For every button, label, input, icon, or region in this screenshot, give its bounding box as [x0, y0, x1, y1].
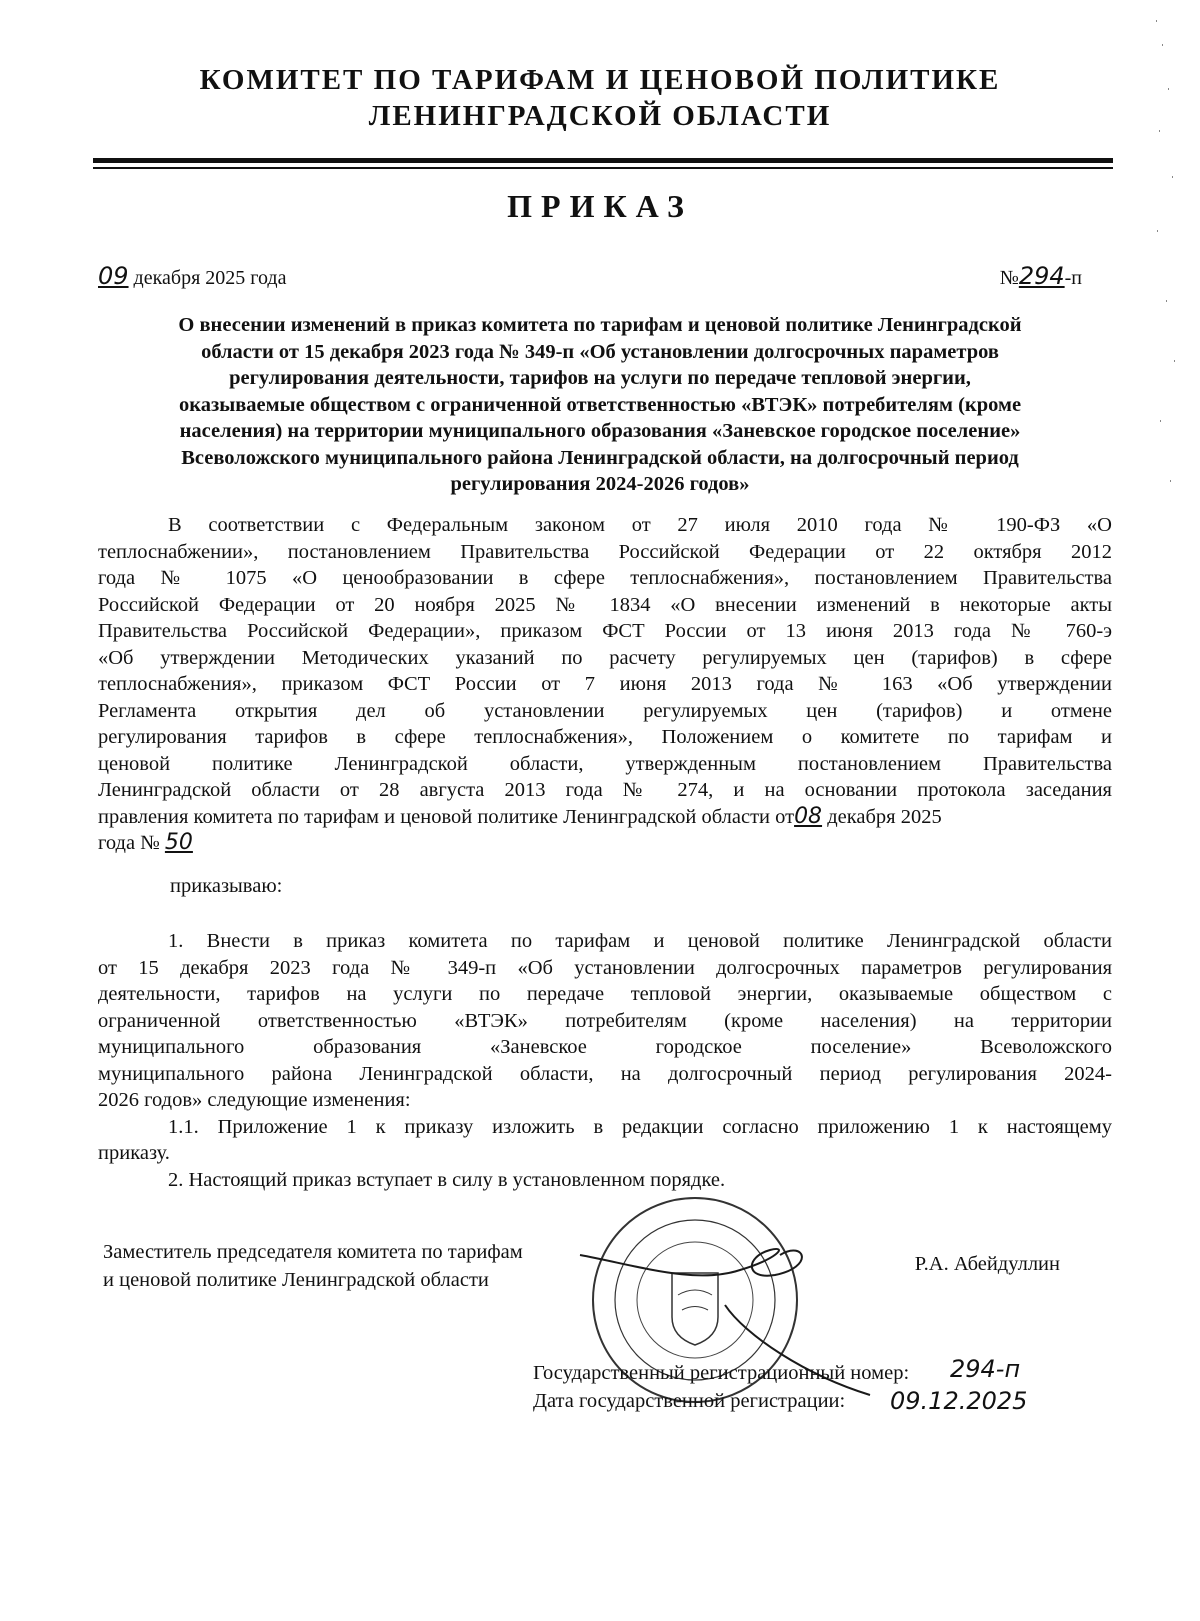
- item-1-1-last-line: приказу.: [98, 1142, 170, 1164]
- preamble-line: Ленинградской области от 28 августа 2013 года № 274, и на основании протокола заседания: [98, 779, 1112, 801]
- handwritten-registration-number: 294-п: [950, 1355, 1021, 1383]
- handwritten-order-number: 294: [1018, 262, 1065, 290]
- registration-block: [533, 1359, 909, 1415]
- order-word: приказываю:: [170, 875, 283, 897]
- registration-date-label: Дата государственной регистрации:: [533, 1390, 846, 1412]
- subject-line: населения) на территории муниципального образования «Заневское городское поселение»: [179, 420, 1021, 442]
- order-items: [98, 928, 1112, 1193]
- item-1-last-line: 2026 годов» следующие изменения:: [98, 1089, 411, 1111]
- item-1-line: 1. Внести в приказ комитета по тарифам и ценовой политике Ленинградской области: [168, 930, 1112, 952]
- document-type-title: ПРИКАЗ: [507, 188, 693, 224]
- header-line-2: ЛЕНИНГРАДСКОЙ ОБЛАСТИ: [368, 100, 832, 132]
- subject-line: О внесении изменений в приказ комитета по тарифам и ценовой политике Ленинградской: [178, 314, 1022, 336]
- preamble-line: Российской Федерации от 20 ноября 2025 № 1834 «О внесении изменений в некоторые акты: [98, 593, 1112, 616]
- number-suffix: -п: [1064, 267, 1082, 289]
- preamble-line: регулирования тарифов в сфере теплоснабжения», Положением о комитете по тарифам и: [98, 726, 1112, 748]
- handwritten-protocol-day: 08: [794, 803, 823, 829]
- item-1-1-line: 1.1. Приложение 1 к приказу изложить в редакции согласно приложению 1 к настоящему: [168, 1115, 1112, 1138]
- preamble-line-protocol-date: [98, 804, 1112, 831]
- preamble-line: Правительства Российской Федерации», приказом ФСТ России от 13 июня 2013 года № 760-э: [98, 620, 1112, 642]
- handwritten-registration-date: 09.12.2025: [890, 1387, 1028, 1415]
- handwritten-date-day: 09: [98, 262, 129, 290]
- item-1-line: ограниченной ответственностью «ВТЭК» потребителям (кроме населения) на территории: [98, 1009, 1112, 1032]
- subject-line: области от 15 декабря 2023 года № 349-п «Об установлении долгосрочных параметров: [201, 340, 999, 363]
- item-1-line: муниципального образования «Заневское городское поселение» Всеволожского: [98, 1036, 1112, 1058]
- preamble-line: теплоснабжения», приказом ФСТ России от 7 июня 2013 года № 163 «Об утверждении: [98, 673, 1112, 695]
- preamble-line: года № 1075 «О ценообразовании в сфере теплоснабжения», постановлением Правительства: [98, 567, 1112, 589]
- subject-line: регулирования деятельности, тарифов на услуги по передаче тепловой энергии,: [229, 367, 971, 389]
- header-rule-thin: [93, 167, 1113, 169]
- preamble-line: В соответствии с Федеральным законом от 27 июля 2010 года № 190-ФЗ «О: [168, 514, 1112, 536]
- registration-number-label: Государственный регистрационный номер:: [533, 1362, 910, 1384]
- item-1-line: муниципального района Ленинградской области, на долгосрочный период регулирования 2024-: [98, 1062, 1112, 1085]
- order-number: [1000, 262, 1082, 290]
- date-rest: декабря 2025 года: [128, 267, 287, 289]
- handwritten-protocol-number: 50: [164, 830, 193, 855]
- position-line-2: и ценовой политике Ленинградской области: [103, 1269, 489, 1291]
- preamble-line: ценовой политике Ленинградской области, утвержденным постановлением Правительства: [98, 752, 1112, 775]
- order-subject: [92, 312, 1108, 498]
- protocol-number-prefix: года №: [98, 832, 165, 854]
- protocol-month-year: декабря 2025: [822, 805, 942, 828]
- subject-line: оказываемые обществом с ограниченной ответственностью «ВТЭК» потребителям (кроме: [178, 393, 1022, 416]
- subject-line: регулирования 2024-2026 годов»: [450, 473, 750, 495]
- scan-edge-marks: [1148, 0, 1188, 520]
- subject-line: Всеволожского муниципального района Ленинградской области, на долгосрочный период: [181, 446, 1019, 469]
- preamble-line: теплоснабжении», постановлением Правительства Российской Федерации от 22 октября 2012: [98, 540, 1112, 563]
- protocol-text: правления комитета по тарифам и ценовой политике Ленинградской области от: [98, 805, 795, 828]
- header-line-1: КОМИТЕТ ПО ТАРИФАМ И ЦЕНОВОЙ ПОЛИТИКЕ: [199, 64, 1001, 96]
- order-date: [98, 262, 286, 290]
- preamble-line: «Об утверждении Методических указаний по расчету регулируемых цен (тарифов) в сфере: [98, 646, 1112, 669]
- signatory-name: Р.А. Абейдуллин: [914, 1253, 1060, 1275]
- preamble-paragraph: [98, 512, 1112, 857]
- preamble-line-protocol-number: [98, 830, 1112, 857]
- document-header: [100, 62, 1100, 134]
- header-rule-thick: [93, 158, 1113, 163]
- item-1-line: от 15 декабря 2023 года № 349-п «Об установлении долгосрочных параметров регулирования: [98, 956, 1112, 979]
- position-line-1: Заместитель председателя комитета по тарифам: [103, 1241, 523, 1263]
- item-1-line: деятельности, тарифов на услуги по передаче тепловой энергии, оказываемые обществом с: [98, 983, 1112, 1005]
- preamble-line: Регламента открытия дел об установлении регулируемых цен (тарифов) и отмене: [98, 699, 1112, 722]
- signatory-position: [103, 1238, 523, 1294]
- number-prefix: №: [999, 267, 1019, 289]
- registration-values: [890, 1353, 1028, 1417]
- item-2: 2. Настоящий приказ вступает в силу в установленном порядке.: [168, 1168, 726, 1191]
